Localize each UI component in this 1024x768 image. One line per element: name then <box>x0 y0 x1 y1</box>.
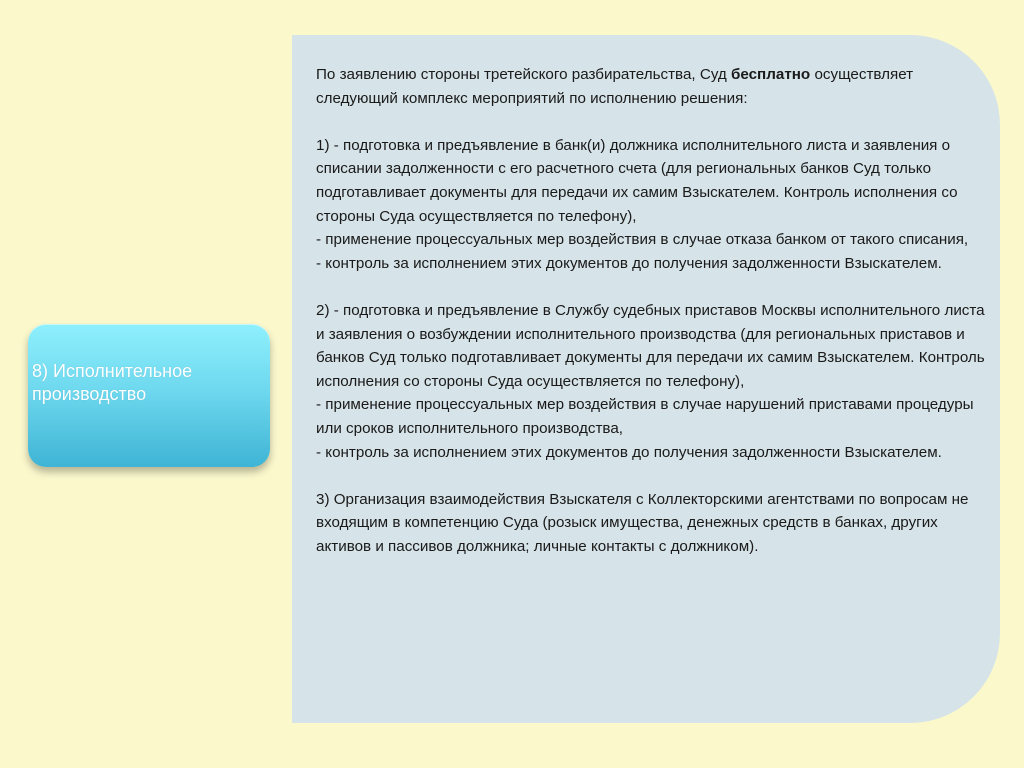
section3-item1: 3) Организация взаимодействия Взыскателя с Коллекторскими агентствами по вопросам не входящим в компетенцию Суда (розыск имущества, денежных средств в банках, других активов и пассивов должника; личные контакты с должником). <box>316 490 969 555</box>
intro-text-start: По заявлению стороны третейского разбирательства, Суд <box>316 66 731 83</box>
section-label-box <box>28 324 270 467</box>
intro-emphasis: бесплатно <box>730 66 811 83</box>
section1-item2: - применение процессуальных мер воздействия в случае отказа банком от такого списания, <box>316 231 969 249</box>
section-label: 8) Исполнительное производство <box>32 361 193 404</box>
section2-item3: - контроль за исполнением этих документов до получения задолженности Взыскателем. <box>316 443 942 461</box>
spacer <box>316 110 986 134</box>
spacer <box>316 275 986 299</box>
section1-item3: - контроль за исполнением этих документов до получения задолженности Взыскателем. <box>316 254 942 272</box>
section1-item1: 1) - подготовка и предъявление в банк(и) должника исполнительного листа и заявления о списании задолженности с его расчетного счета (для региональных банков Суд только подготавливает документы для передачи их самим Взыскателем. Контроль исполнения со стороны Суда осуществляется по телефону), <box>316 136 958 225</box>
intro-text-end: осуществляет следующий комплекс мероприятий по исполнению решения: <box>316 66 914 107</box>
section2-item1: 2) - подготовка и предъявление в Службу судебных приставов Москвы исполнительного листа и заявления о возбуждении исполнительного производства (для региональных приставов и банков Суд только подготавливает документы для передачи их самим Взыскателем. Контроль исполнения со стороны Суда осуществляется по телефону), <box>316 301 985 390</box>
content-panel <box>292 35 1000 723</box>
intro-paragraph <box>316 63 986 110</box>
section2-item2: - применение процессуальных мер воздействия в случае нарушений приставами процедуры или сроков исполнительного производства, <box>316 396 974 437</box>
spacer <box>316 464 986 488</box>
content-text <box>316 63 986 558</box>
